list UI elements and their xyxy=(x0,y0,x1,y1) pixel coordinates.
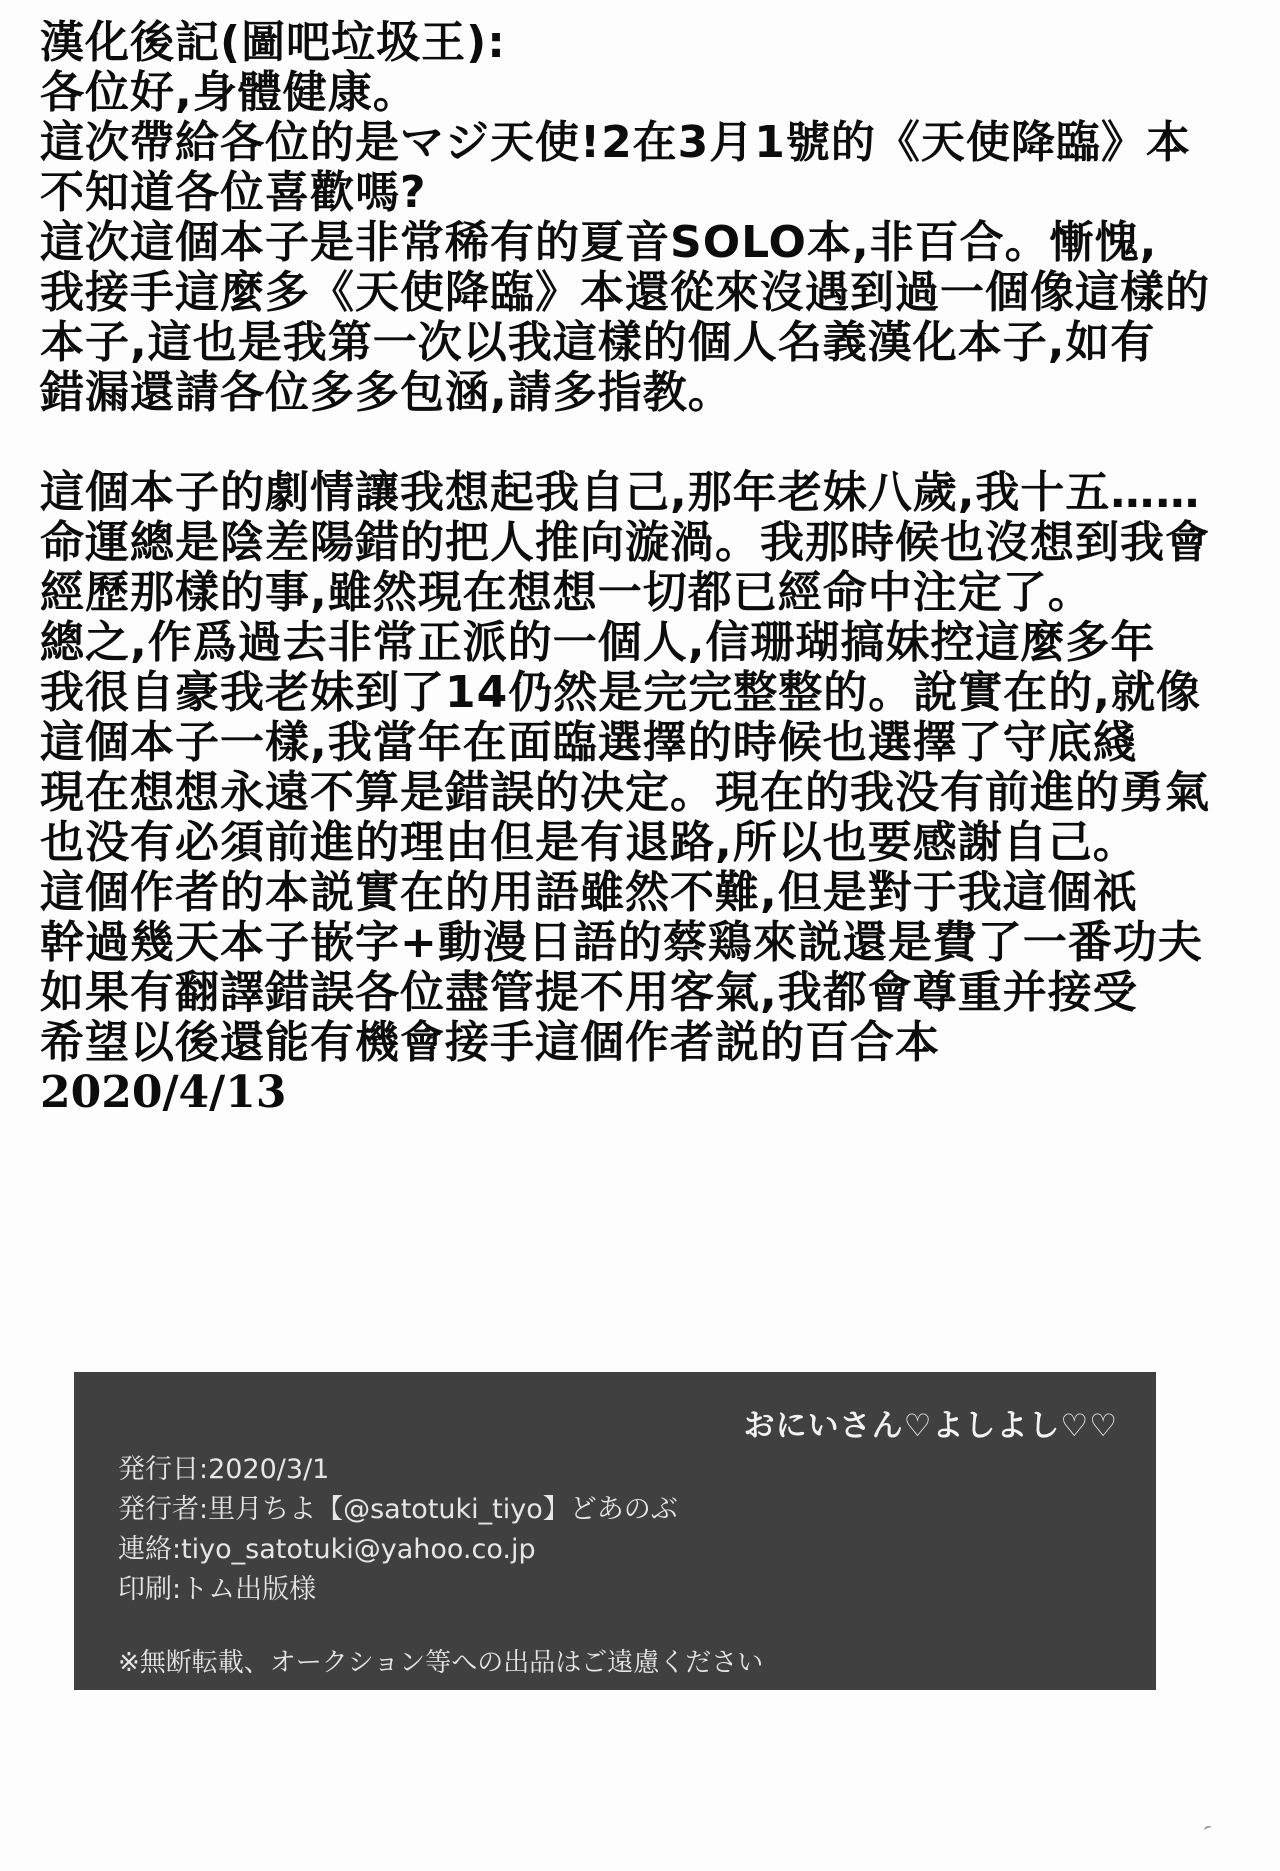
afterword-line: 這次帶給各位的是マジ天使!2在3月1號的《天使降臨》本 xyxy=(40,117,1191,168)
afterword-line: 不知道各位喜歡嗎? xyxy=(40,167,427,218)
paper-speck xyxy=(1203,1825,1213,1833)
afterword-line: 也没有必須前進的理由但是有退路,所以也要感謝自己。 xyxy=(40,817,1138,868)
afterword-paragraph-1 xyxy=(40,18,1250,418)
colophon-box xyxy=(74,1372,1156,1690)
afterword-line: 總之,作爲過去非常正派的一個人,信珊瑚搞妹控這麼多年 xyxy=(40,617,1156,668)
afterword-heading: 漢化後記(圖吧垃圾王): xyxy=(40,17,506,68)
printer: 印刷:トム出版様 xyxy=(118,1574,317,1605)
contact: 連絡:tiyo_satotuki@yahoo.co.jp xyxy=(118,1534,536,1565)
colophon-title: おにいさん♡よしよし♡♡ xyxy=(743,1408,1118,1444)
afterword-line: 如果有翻譯錯誤各位盡管提不用客氣,我都會尊重并接受 xyxy=(40,967,1138,1018)
afterword-line: 這個本子一樣,我當年在面臨選擇的時候也選擇了守底綫 xyxy=(40,717,1138,768)
translator-afterword xyxy=(40,18,1250,1118)
colophon-info xyxy=(118,1450,678,1610)
afterword-line: 希望以後還能有機會接手這個作者説的百合本 xyxy=(40,1017,940,1068)
afterword-line: 幹過幾天本子嵌字+動漫日語的蔡鶏來説還是費了一番功夫 xyxy=(40,917,1203,968)
publish-date: 発行日:2020/3/1 xyxy=(118,1454,330,1485)
afterword-line: 經歷那樣的事,雖然現在想想一切都已經命中注定了。 xyxy=(40,567,1093,618)
publisher: 発行者:里月ちよ【@satotuki_tiyo】どあのぶ xyxy=(118,1494,678,1525)
afterword-line: 我很自豪我老妹到了14仍然是完完整整的。說實在的,就像 xyxy=(40,667,1201,718)
reproduction-notice: ※無断転載、オークション等への出品はご遠慮ください xyxy=(118,1648,764,1678)
afterword-line: 現在想想永遠不算是錯誤的决定。現在的我没有前進的勇氣 xyxy=(40,767,1210,818)
afterword-line: 本子,這也是我第一次以我這樣的個人名義漢化本子,如有 xyxy=(40,317,1156,368)
afterword-line: 錯漏還請各位多多包涵,請多指教。 xyxy=(40,367,733,418)
afterword-line: 這次這個本子是非常稀有的夏音SOLO本,非百合。慚愧, xyxy=(40,217,1158,268)
afterword-line: 我接手這麼多《天使降臨》本還從來沒遇到過一個像這樣的 xyxy=(40,267,1210,318)
afterword-line: 這個本子的劇情讓我想起我自己,那年老妹八歲,我十五…… xyxy=(40,467,1201,518)
afterword-paragraph-2 xyxy=(40,468,1250,1118)
afterword-date: 2020/4/13 xyxy=(40,1067,287,1118)
afterword-line: 這個作者的本説實在的用語雖然不難,但是對于我這個祇 xyxy=(40,867,1138,918)
afterword-line: 命運總是陰差陽錯的把人推向漩渦。我那時候也沒想到我會 xyxy=(40,517,1210,568)
afterword-line: 各位好,身體健康。 xyxy=(40,67,418,118)
